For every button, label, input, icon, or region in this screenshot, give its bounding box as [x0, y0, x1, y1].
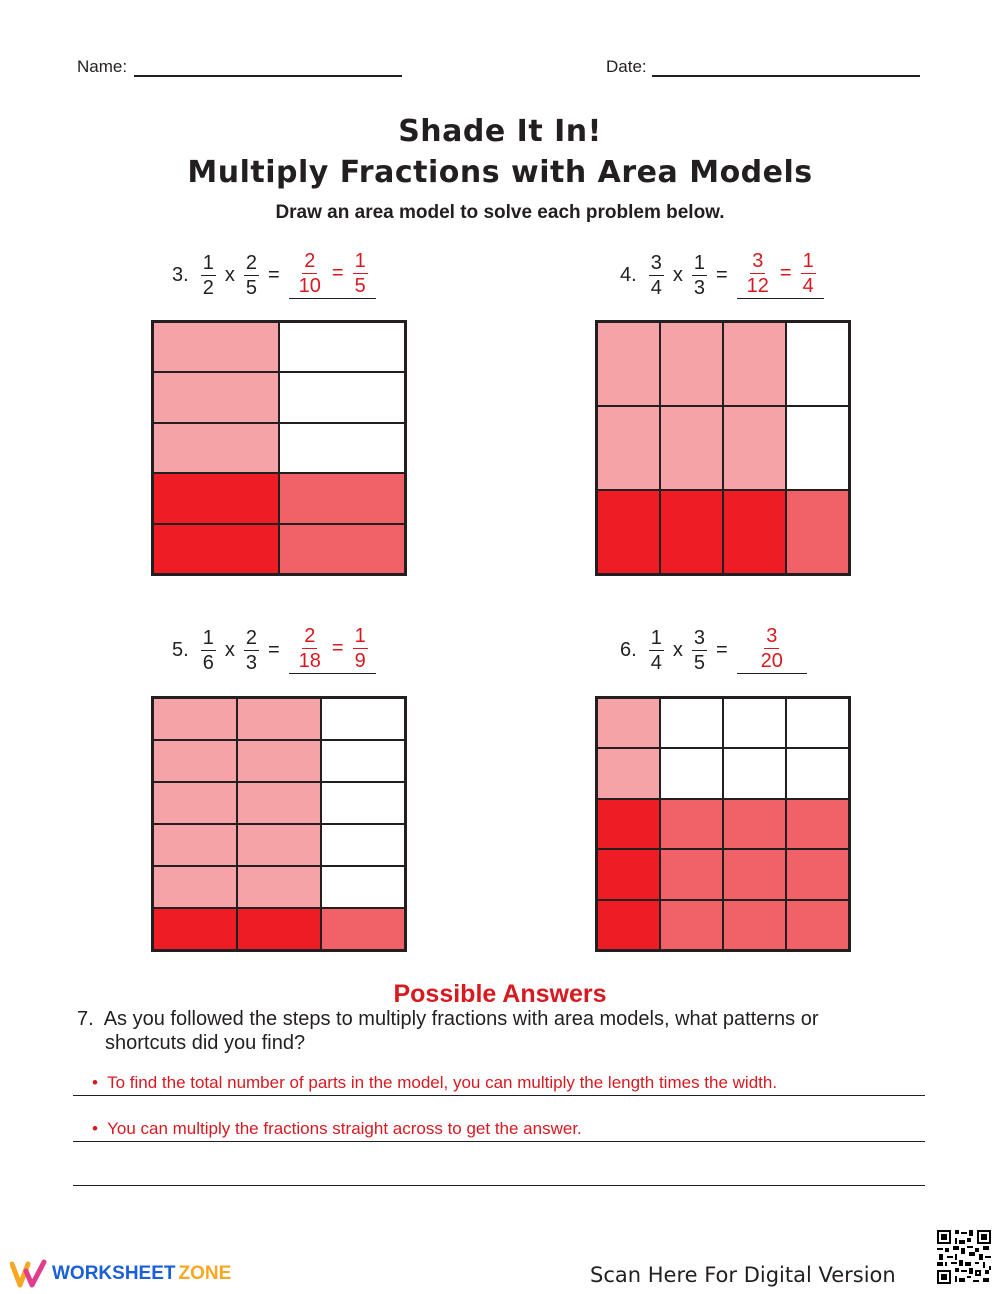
medium-shaded-cell	[786, 900, 849, 950]
light-shaded-cell	[723, 322, 786, 406]
fraction-a: $\frac{1}{6}$	[202, 626, 214, 674]
name-field[interactable]	[134, 75, 402, 77]
light-shaded-cell	[597, 698, 660, 748]
light-shaded-cell	[153, 782, 237, 824]
problem-number: 4.	[620, 263, 637, 286]
light-shaded-cell	[237, 866, 321, 908]
empty-cell	[321, 866, 405, 908]
bullet: •	[92, 1073, 98, 1092]
equals-sign: =	[715, 263, 728, 286]
possible-answers-heading: Possible Answers	[393, 980, 607, 1008]
answer-line-3[interactable]	[73, 1185, 925, 1186]
qr-code-icon[interactable]	[935, 1228, 993, 1286]
medium-shaded-cell	[786, 490, 849, 574]
empty-cell	[786, 406, 849, 490]
answer-line-1-text: • To find the total number of parts in the model, you can multiply the length times the width.	[92, 1073, 778, 1092]
double-shaded-cell	[723, 490, 786, 574]
name-label: Name:	[77, 57, 128, 76]
empty-cell	[786, 698, 849, 748]
area-model-5	[151, 696, 407, 952]
answer-fraction: $\frac{3}{20}$	[760, 625, 783, 672]
instructions: Draw an area model to solve each problem below.	[275, 202, 725, 223]
times-sign: x	[224, 263, 235, 286]
equals-sign: =	[267, 638, 280, 661]
problem-number: 3.	[172, 263, 189, 286]
answer-field[interactable]	[737, 251, 824, 299]
title-line-1: Shade It In!	[398, 114, 602, 149]
date-field[interactable]	[652, 75, 920, 77]
worksheet-zone-logo[interactable]	[10, 1259, 231, 1289]
double-shaded-cell	[237, 908, 321, 950]
problem-5	[172, 624, 376, 676]
answer-equals-sign: =	[331, 637, 344, 659]
problem-number: 6.	[620, 638, 637, 661]
empty-cell	[723, 698, 786, 748]
answer-field[interactable]	[289, 626, 376, 674]
answer-equals-sign: =	[779, 262, 792, 284]
logo-icon	[10, 1259, 48, 1289]
problem-6	[620, 624, 807, 676]
fraction-a: $\frac{1}{4}$	[650, 626, 662, 674]
answer-fraction: $\frac{3}{12}$	[746, 250, 769, 297]
light-shaded-cell	[153, 322, 279, 372]
question-7-line-1: 7. As you followed the steps to multiply fractions with area models, what patterns or	[77, 1008, 819, 1030]
empty-cell	[723, 748, 786, 798]
empty-cell	[279, 372, 405, 422]
light-shaded-cell	[153, 372, 279, 422]
empty-cell	[321, 740, 405, 782]
double-shaded-cell	[153, 908, 237, 950]
double-shaded-cell	[597, 799, 660, 849]
problem-3	[172, 249, 376, 301]
medium-shaded-cell	[723, 900, 786, 950]
fraction-b: $\frac{3}{5}$	[693, 626, 705, 674]
fraction-b: $\frac{2}{5}$	[245, 251, 257, 299]
light-shaded-cell	[237, 698, 321, 740]
medium-shaded-cell	[660, 799, 723, 849]
medium-shaded-cell	[660, 900, 723, 950]
double-shaded-cell	[597, 900, 660, 950]
empty-cell	[786, 748, 849, 798]
light-shaded-cell	[237, 824, 321, 866]
fraction-b: $\frac{2}{3}$	[245, 626, 257, 674]
medium-shaded-cell	[786, 849, 849, 899]
problem-4	[620, 249, 824, 301]
light-shaded-cell	[597, 748, 660, 798]
medium-shaded-cell	[279, 524, 405, 574]
answer-line-1[interactable]	[73, 1095, 925, 1096]
empty-cell	[321, 698, 405, 740]
times-sign: x	[672, 263, 683, 286]
fraction-b: $\frac{1}{3}$	[693, 251, 705, 299]
date-label: Date:	[606, 57, 647, 76]
empty-cell	[321, 782, 405, 824]
medium-shaded-cell	[321, 908, 405, 950]
answer-field[interactable]	[289, 251, 376, 299]
answer-field[interactable]	[737, 626, 807, 674]
times-sign: x	[672, 638, 683, 661]
equals-sign: =	[715, 638, 728, 661]
answer-fraction: $\frac{2}{18}$	[298, 625, 321, 672]
double-shaded-cell	[660, 490, 723, 574]
problem-number: 5.	[172, 638, 189, 661]
empty-cell	[279, 322, 405, 372]
answer-fraction: $\frac{2}{10}$	[298, 250, 321, 297]
medium-shaded-cell	[723, 799, 786, 849]
empty-cell	[660, 698, 723, 748]
simplified-fraction: $\frac{1}{9}$	[354, 625, 366, 672]
times-sign: x	[224, 638, 235, 661]
answer-line-2-text: • You can multiply the fractions straight across to get the answer.	[92, 1119, 582, 1138]
fraction-a: $\frac{3}{4}$	[650, 251, 662, 299]
question-7-number: 7.	[77, 1008, 94, 1030]
bullet: •	[92, 1119, 98, 1138]
light-shaded-cell	[597, 322, 660, 406]
medium-shaded-cell	[279, 473, 405, 523]
medium-shaded-cell	[723, 849, 786, 899]
double-shaded-cell	[597, 490, 660, 574]
light-shaded-cell	[153, 866, 237, 908]
light-shaded-cell	[237, 740, 321, 782]
area-model-3	[151, 320, 407, 576]
answer-equals-sign: =	[331, 262, 344, 284]
double-shaded-cell	[153, 524, 279, 574]
light-shaded-cell	[660, 322, 723, 406]
equals-sign: =	[267, 263, 280, 286]
light-shaded-cell	[153, 824, 237, 866]
light-shaded-cell	[597, 406, 660, 490]
double-shaded-cell	[597, 849, 660, 899]
simplified-fraction: $\frac{1}{5}$	[354, 250, 366, 297]
medium-shaded-cell	[786, 799, 849, 849]
light-shaded-cell	[153, 423, 279, 473]
empty-cell	[660, 748, 723, 798]
empty-cell	[321, 824, 405, 866]
double-shaded-cell	[153, 473, 279, 523]
light-shaded-cell	[660, 406, 723, 490]
light-shaded-cell	[153, 740, 237, 782]
answer-line-2[interactable]	[73, 1141, 925, 1142]
fraction-a: $\frac{1}{2}$	[202, 251, 214, 299]
area-model-4	[595, 320, 851, 576]
light-shaded-cell	[723, 406, 786, 490]
light-shaded-cell	[237, 782, 321, 824]
question-7	[77, 1007, 937, 1055]
logo-text-accent: ZONE	[178, 1263, 232, 1284]
question-7-line-2: shortcuts did you find?	[105, 1032, 306, 1054]
simplified-fraction: $\frac{1}{4}$	[802, 250, 814, 297]
title-line-2: Multiply Fractions with Area Models	[187, 155, 813, 190]
light-shaded-cell	[153, 698, 237, 740]
medium-shaded-cell	[660, 849, 723, 899]
logo-text-main: WORKSHEET	[52, 1263, 176, 1284]
empty-cell	[279, 423, 405, 473]
area-model-6	[595, 696, 851, 952]
empty-cell	[786, 322, 849, 406]
scan-caption: Scan Here For Digital Version	[590, 1263, 896, 1287]
